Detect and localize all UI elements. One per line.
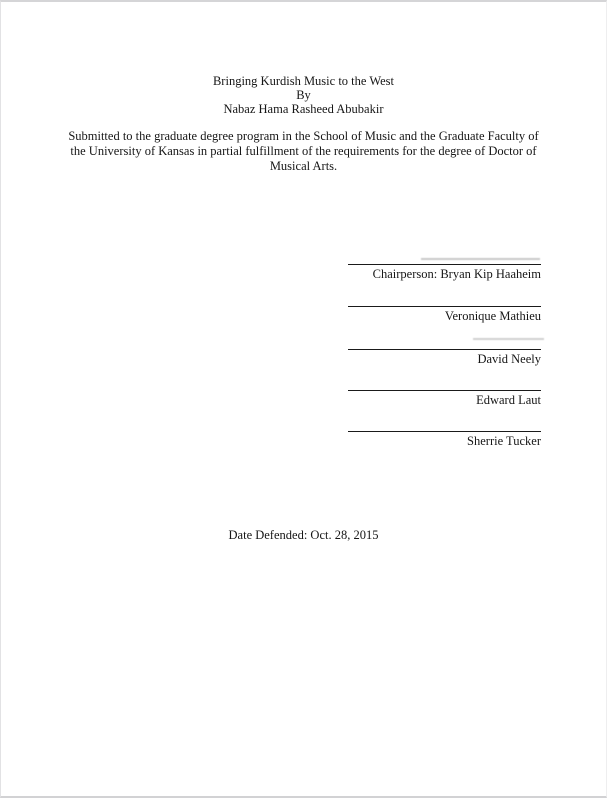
signature-row-member-3 xyxy=(348,349,541,366)
submission-line-3: Musical Arts. xyxy=(269,159,338,173)
date-defended: Date Defended: Oct. 28, 2015 xyxy=(228,528,379,542)
committee-member-name: David Neely xyxy=(477,351,541,366)
author-name: Nabaz Hama Rasheed Abubakir xyxy=(223,102,384,116)
committee-signature-block xyxy=(1,2,606,796)
submission-line-2: the University of Kansas in partial fulfillment of the requirements for the degree of Doctor of xyxy=(70,144,537,158)
committee-member-name: Veronique Mathieu xyxy=(444,308,541,323)
signature-row-member-5 xyxy=(348,431,541,448)
signature-row-chairperson xyxy=(348,264,541,281)
submission-line-1: Submitted to the graduate degree program in the School of Music and the Graduate Faculty of xyxy=(68,129,539,143)
scan-artifact xyxy=(421,258,540,260)
committee-member-name: Edward Laut xyxy=(476,392,541,407)
committee-member-name: Chairperson: Bryan Kip Haaheim xyxy=(372,266,541,281)
scan-artifact xyxy=(473,338,544,340)
signature-row-member-4 xyxy=(348,390,541,407)
document-title: Bringing Kurdish Music to the West xyxy=(212,74,395,88)
committee-member-name: Sherrie Tucker xyxy=(467,433,541,448)
byline: By xyxy=(296,88,311,102)
signature-row-member-2 xyxy=(348,306,541,323)
